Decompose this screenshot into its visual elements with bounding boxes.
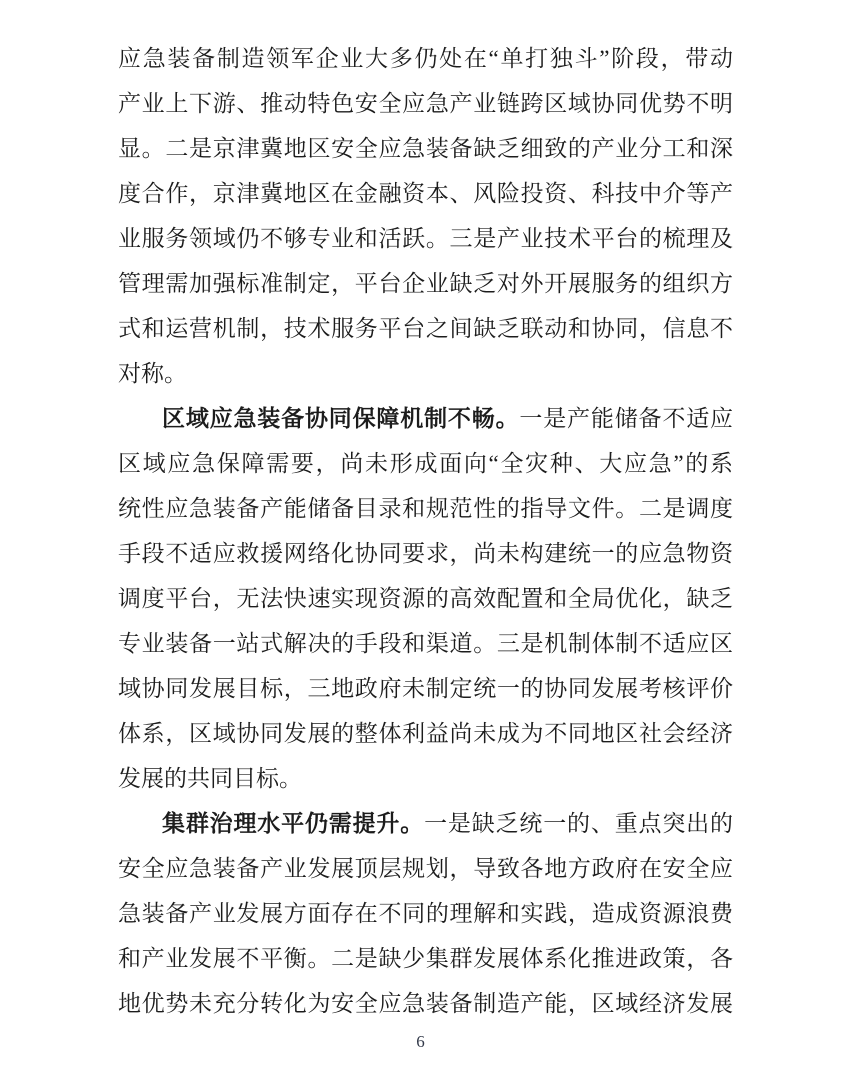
body-text: 应急装备制造领军企业大多仍处在“单打独斗”阶段，带动 (118, 46, 733, 71)
text-line (118, 126, 733, 171)
text-line (118, 36, 733, 81)
paragraph (118, 396, 733, 801)
text-line (118, 396, 733, 441)
body-text: 一是产能储备不适应 (519, 406, 734, 431)
text-line (118, 666, 733, 711)
body-text: 管理需加强标准制定，平台企业缺乏对外开展服务的组织方 (118, 271, 733, 296)
body-text: 手段不适应救援网络化协同要求，尚未构建统一的应急物资 (118, 541, 733, 566)
text-line (118, 891, 733, 936)
body-text: 调度平台，无法快速实现资源的高效配置和全局优化，缺乏 (118, 586, 733, 611)
text-line (118, 306, 733, 351)
text-line (118, 531, 733, 576)
body-text: 地优势未充分转化为安全应急装备制造产能，区域经济发展 (118, 991, 733, 1016)
body-text: 区域应急保障需要，尚未形成面向“全灾种、大应急”的系 (118, 451, 733, 476)
text-line (118, 216, 733, 261)
body-text: 一是缺乏统一的、重点突出的 (424, 811, 734, 836)
text-line (118, 81, 733, 126)
bold-lead-text: 集群治理水平仍需提升。 (162, 811, 425, 836)
bold-lead-text: 区域应急装备协同保障机制不畅。 (162, 406, 520, 431)
text-line (118, 801, 733, 846)
text-line (118, 981, 733, 1026)
text-line (118, 756, 733, 801)
text-block (118, 36, 733, 1026)
text-line (118, 936, 733, 981)
body-text: 产业上下游、推动特色安全应急产业链跨区域协同优势不明 (118, 91, 733, 116)
body-text: 和产业发展不平衡。二是缺少集群发展体系化推进政策，各 (118, 946, 733, 971)
body-text: 发展的共同目标。 (118, 766, 302, 791)
body-text: 域协同发展目标，三地政府未制定统一的协同发展考核评价 (118, 676, 733, 701)
text-line (118, 171, 733, 216)
body-text: 安全应急装备产业发展顶层规划，导致各地方政府在安全应 (118, 856, 733, 881)
body-text: 统性应急装备产能储备目录和规范性的指导文件。二是调度 (118, 496, 733, 521)
text-line (118, 711, 733, 756)
body-text: 急装备产业发展方面存在不同的理解和实践，造成资源浪费 (118, 901, 733, 926)
text-line (118, 441, 733, 486)
body-text: 度合作，京津冀地区在金融资本、风险投资、科技中介等产 (118, 181, 733, 206)
body-text: 式和运营机制，技术服务平台之间缺乏联动和协同，信息不 (118, 316, 733, 341)
body-text: 体系，区域协同发展的整体利益尚未成为不同地区社会经济 (118, 721, 733, 746)
text-line (118, 576, 733, 621)
page-number: 6 (416, 1032, 425, 1051)
body-text: 显。二是京津冀地区安全应急装备缺乏细致的产业分工和深 (118, 136, 733, 161)
text-line (118, 621, 733, 666)
text-line (118, 351, 733, 396)
text-line (118, 486, 733, 531)
body-text: 专业装备一站式解决的手段和渠道。三是机制体制不适应区 (118, 631, 733, 656)
page-footer (0, 1032, 841, 1052)
text-line (118, 261, 733, 306)
body-text: 对称。 (118, 361, 187, 386)
body-text: 业服务领域仍不够专业和活跃。三是产业技术平台的梳理及 (118, 226, 733, 251)
paragraph (118, 36, 733, 396)
text-line (118, 846, 733, 891)
paragraph (118, 801, 733, 1026)
